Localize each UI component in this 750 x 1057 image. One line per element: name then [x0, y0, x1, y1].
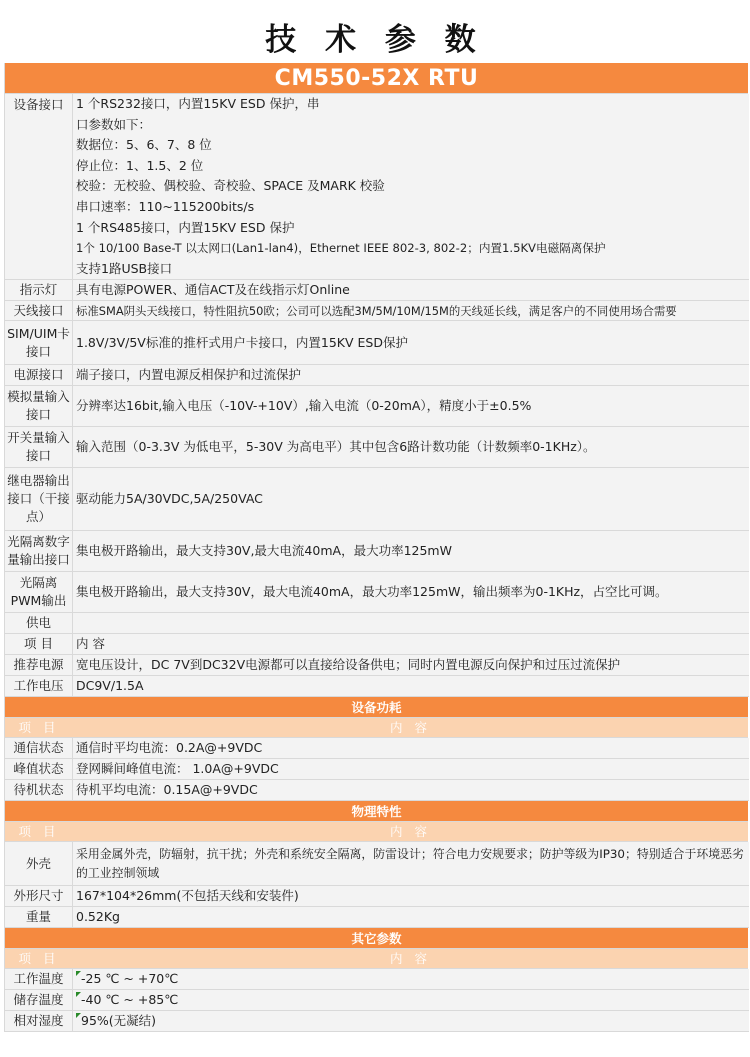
- row-value: 登网瞬间峰值电流： 1.0A@+9VDC: [76, 761, 279, 776]
- spec-label: 光隔离PWM输出: [5, 572, 73, 612]
- row-label: 储存温度: [5, 990, 73, 1010]
- spec-line: 校验：无校验、偶校验、奇校验、SPACE 及MARK 校验: [76, 178, 385, 194]
- table-row: [5, 907, 749, 928]
- table-row: [5, 990, 749, 1011]
- spec-line: 1个 10/100 Base-T 以太网口(Lan1-lan4)，Ethernet IEEE 802-3, 802-2；内置1.5KV电磁隔离保护: [76, 241, 606, 256]
- table-row: [5, 738, 749, 759]
- spec-label: 设备接口: [5, 94, 73, 279]
- section-header-power-consumption: 设备功耗: [5, 697, 748, 718]
- spec-label: SIM/UIM卡接口: [5, 321, 73, 364]
- table-row: [5, 886, 749, 907]
- spec-value: 宽电压设计，DC 7V到DC32V电源都可以直接给设备供电；同时内置电源反向保护和过压过流保护: [76, 657, 621, 672]
- spec-value: 端子接口，内置电源反相保护和过流保护: [76, 367, 302, 382]
- column-header-item: 项 目: [18, 824, 60, 839]
- cell-marker-icon: [76, 992, 81, 997]
- spec-line: 数据位：5、6、7、8 位: [76, 137, 212, 153]
- spec-table: [4, 63, 748, 1032]
- table-row: [5, 1011, 749, 1032]
- cell-marker-icon: [76, 971, 81, 976]
- row-value: 167*104*26mm(不包括天线和安装件): [76, 888, 299, 903]
- spec-row-power-supply: [5, 613, 749, 634]
- table-row: [5, 780, 749, 801]
- spec-row-analog-input: [5, 386, 749, 427]
- column-header-item: 项 目: [18, 720, 60, 735]
- spec-label: 光隔离数字量输出接口: [5, 531, 73, 571]
- spec-row-device-interface: [5, 94, 749, 280]
- spec-value: 分辨率达16bit,输入电压（-10V-+10V）,输入电流（0-20mA），精度小于±0.5%: [76, 398, 532, 413]
- row-value: 通信时平均电流：0.2A@+9VDC: [76, 740, 263, 755]
- row-label: 通信状态: [5, 738, 73, 758]
- spec-value: 集电极开路输出，最大支持30V,最大电流40mA，最大功率125mW: [76, 543, 452, 558]
- spec-label: 工作电压: [5, 676, 73, 696]
- table-row: [5, 759, 749, 780]
- spec-row-pwm-output: [5, 572, 749, 613]
- section-header-physical: 物理特性: [5, 801, 748, 822]
- spec-value: 标准SMA阴头天线接口，特性阻抗50欧；公司可以选配3M/5M/10M/15M的天线延长线，满足客户的不同使用场合需要: [76, 303, 677, 318]
- row-value: [73, 1011, 749, 1031]
- spec-label: 开关量输入接口: [5, 427, 73, 467]
- spec-line: 1 个RS485接口，内置15KV ESD 保护: [76, 219, 295, 235]
- row-value-text: -25 ℃ ~ +70℃: [81, 971, 179, 986]
- row-label: 待机状态: [5, 780, 73, 800]
- page-title: 技 术 参 数: [265, 22, 485, 58]
- table-row: [5, 842, 749, 886]
- row-value: 0.52Kg: [76, 909, 120, 924]
- row-label: 外形尺寸: [5, 886, 73, 906]
- spec-row-switch-input: [5, 427, 749, 468]
- spec-line: 1 个RS232接口，内置15KV ESD 保护，串: [76, 96, 320, 111]
- spec-line: 支持1路USB接口: [76, 260, 173, 276]
- spec-label: 模拟量输入接口: [5, 386, 73, 426]
- spec-value: 输入范围（0-3.3V 为低电平，5-30V 为高电平）其中包含6路计数功能（计数频率0-1KHz）。: [76, 439, 596, 454]
- spec-row-working-voltage: [5, 676, 749, 697]
- spec-row-item-header: [5, 634, 749, 655]
- spec-row-recommended-power: [5, 655, 749, 676]
- spec-line: 串口速率：110~115200bits/s: [76, 198, 255, 214]
- spec-row-digital-output: [5, 531, 749, 572]
- spec-value: 1.8V/3V/5V标准的推杆式用户卡接口，内置15KV ESD保护: [76, 334, 408, 350]
- row-label: 相对湿度: [5, 1011, 73, 1031]
- spec-label: 推荐电源: [5, 655, 73, 675]
- spec-value: 集电极开路输出，最大支持30V，最大电流40mA，最大功率125mW，输出频率为0-1KHz，占空比可调。: [76, 584, 668, 599]
- spec-value: [73, 94, 749, 279]
- spec-label: 项 目: [5, 634, 73, 654]
- spec-row-relay-output: [5, 468, 749, 531]
- spec-value: 内 容: [76, 636, 105, 651]
- row-label: 峰值状态: [5, 759, 73, 779]
- spec-label: 继电器输出接口（干接点）: [5, 468, 73, 530]
- cell-marker-icon: [76, 1013, 81, 1018]
- spec-row-sim: [5, 321, 749, 365]
- row-value: 待机平均电流：0.15A@+9VDC: [76, 782, 258, 797]
- spec-label: 电源接口: [5, 365, 73, 385]
- column-header-item: 项 目: [18, 951, 60, 966]
- table-row: [5, 969, 749, 990]
- column-header-content: 内 容: [390, 720, 431, 735]
- column-header: [5, 718, 748, 738]
- spec-line: 停止位：1、1.5、2 位: [76, 157, 204, 173]
- column-header: [5, 822, 748, 842]
- spec-value: [73, 613, 749, 633]
- row-value: 采用金属外壳，防辐射，抗干扰；外壳和系统安全隔离，防雷设计；符合电力安规要求；防护等级为IP30；特别适合于环境恶劣的工业控制领域: [76, 846, 744, 880]
- spec-value: 具有电源POWER、通信ACT及在线指示灯Online: [76, 282, 350, 297]
- spec-row-power-interface: [5, 365, 749, 386]
- row-label: 外壳: [5, 842, 73, 885]
- spec-row-antenna: [5, 301, 749, 321]
- column-header-content: 内 容: [390, 824, 431, 839]
- spec-label: 指示灯: [5, 280, 73, 300]
- column-header: [5, 949, 748, 969]
- spec-value: 驱动能力5A/30VDC,5A/250VAC: [76, 491, 263, 506]
- spec-value: DC9V/1.5A: [76, 678, 144, 693]
- spec-line: 口参数如下：: [76, 116, 152, 132]
- spec-label: 供电: [5, 613, 73, 633]
- row-value-text: -40 ℃ ~ +85℃: [81, 992, 179, 1007]
- model-header: CM550-52X RTU: [5, 63, 748, 94]
- spec-label: 天线接口: [5, 301, 73, 320]
- spec-row-indicator: [5, 280, 749, 301]
- row-label: 工作温度: [5, 969, 73, 989]
- row-value: [73, 990, 749, 1010]
- row-label: 重量: [5, 907, 73, 927]
- row-value: [73, 969, 749, 989]
- column-header-content: 内 容: [390, 951, 431, 966]
- section-header-other: 其它参数: [5, 928, 748, 949]
- row-value-text: 95%(无凝结): [81, 1013, 157, 1028]
